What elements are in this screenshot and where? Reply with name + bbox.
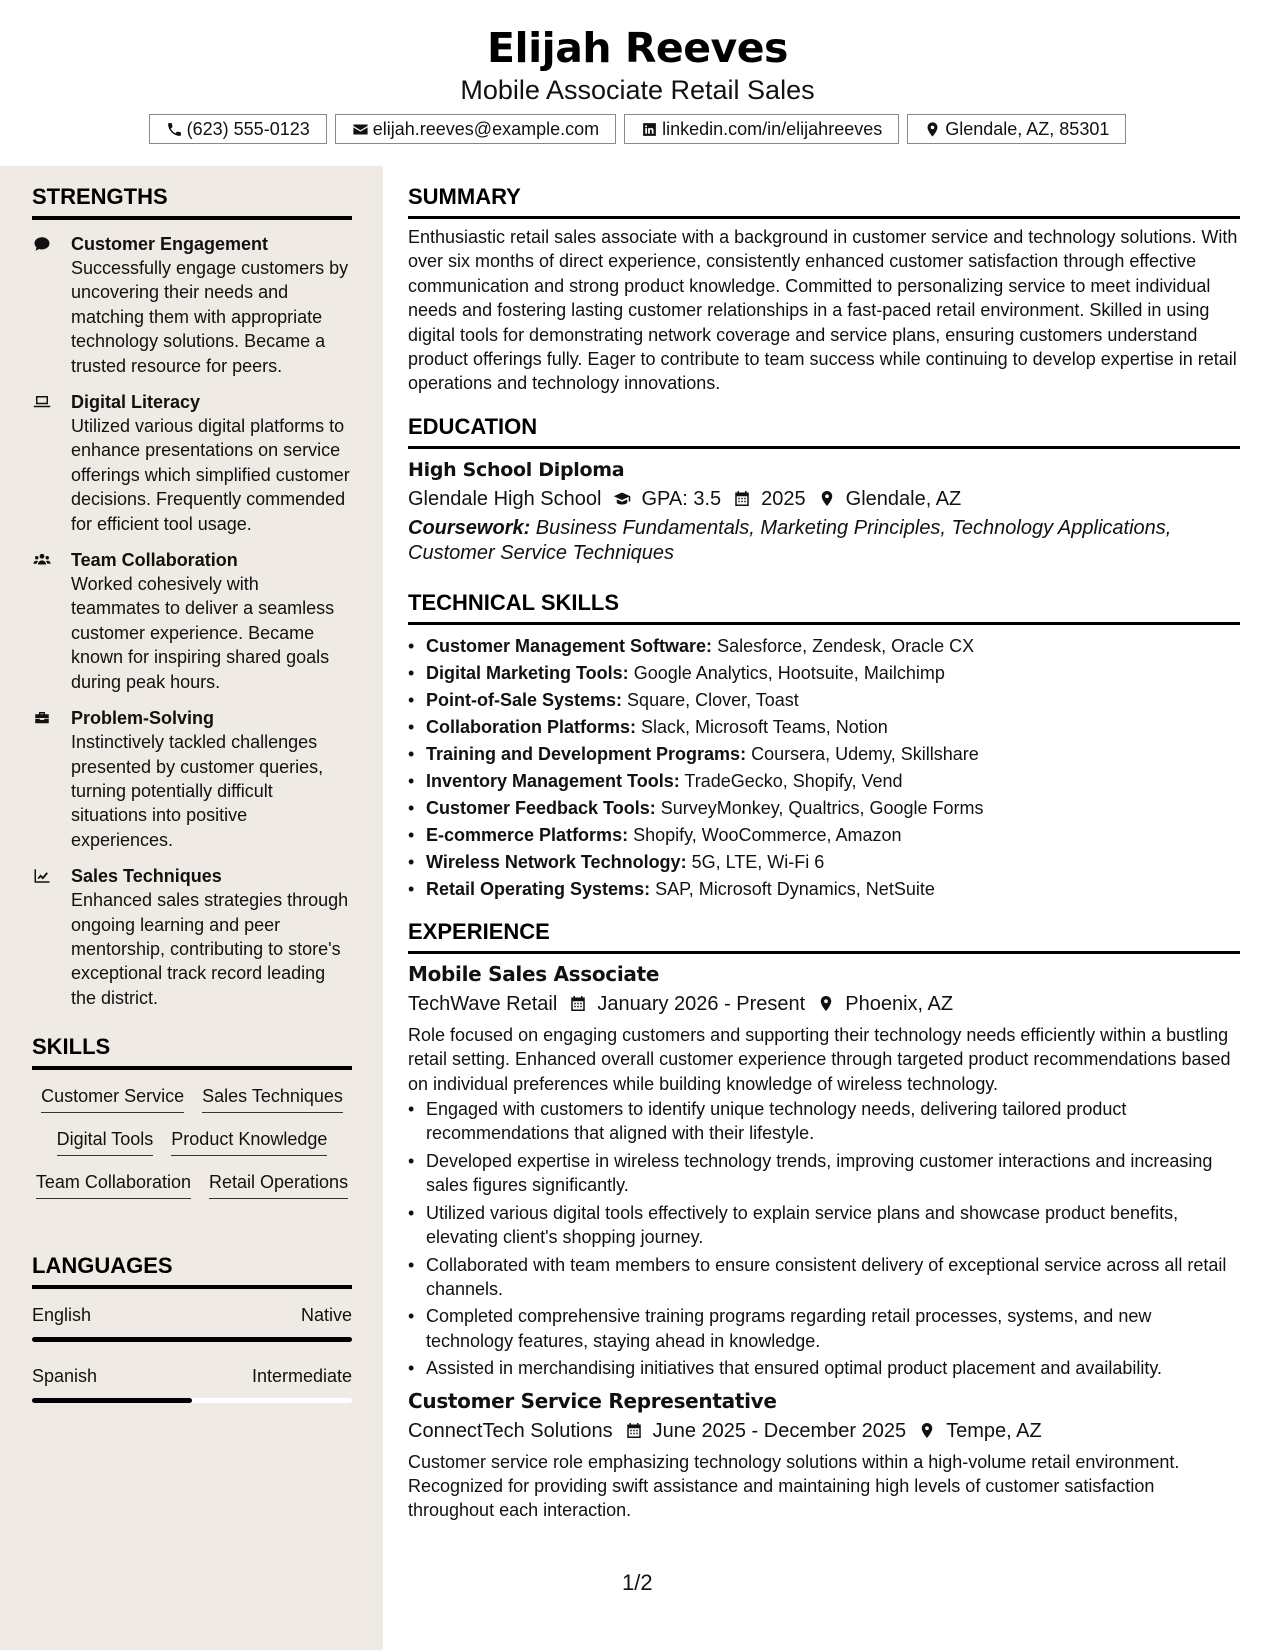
job-entry <box>408 1386 1240 1523</box>
skill-tag: Retail Operations <box>209 1170 348 1199</box>
skills-section <box>32 1034 352 1199</box>
summary-heading: SUMMARY <box>408 184 1240 219</box>
job-bullet: • Collaborated with team members to ensure consistent delivery of exceptional service across all retail channels. <box>408 1253 1240 1302</box>
language-proficiency-fill <box>32 1337 352 1342</box>
coursework-label: Coursework: <box>408 516 531 539</box>
skill-tag: Sales Techniques <box>202 1084 343 1113</box>
calendar-icon <box>733 489 751 508</box>
strength-title: Digital Literacy <box>71 392 201 413</box>
technical-skill-item: • Collaboration Platforms: Slack, Microsoft Teams, Notion <box>408 714 1240 741</box>
strengths-heading: STRENGTHS <box>32 184 352 220</box>
job-dates: June 2025 - December 2025 <box>652 1419 907 1442</box>
envelope-icon <box>352 121 369 138</box>
strength-item <box>32 232 352 378</box>
job-bullet: • Assisted in merchandising initiatives that ensured optimal product placement and availability. <box>408 1356 1240 1380</box>
contact-phone[interactable] <box>149 114 327 144</box>
users-icon <box>32 551 52 569</box>
technical-skills-list <box>408 633 1240 903</box>
strength-item <box>32 864 352 1010</box>
education-heading: EDUCATION <box>408 414 1240 449</box>
strength-description: Instinctively tackled challenges presented by customer queries, turning potentially difficult situations into positive experiences. <box>71 732 324 850</box>
phone-icon <box>166 121 183 138</box>
linkedin-icon <box>641 121 658 138</box>
job-bullets <box>408 1097 1240 1380</box>
education-coursework <box>408 516 1240 566</box>
job-entry <box>408 959 1240 1381</box>
technical-skill-item: • Inventory Management Tools: TradeGecko, Shopify, Vend <box>408 768 1240 795</box>
chart-line-icon <box>32 867 52 885</box>
skill-tag: Customer Service <box>41 1084 184 1113</box>
technical-skill-item: • Customer Feedback Tools: SurveyMonkey, Qualtrics, Google Forms <box>408 795 1240 822</box>
strength-title: Problem-Solving <box>71 708 215 729</box>
strength-description: Worked cohesively with teammates to deliver a seamless customer experience. Became known for inspiring shared goals during peak hours. <box>71 574 335 692</box>
languages-section <box>32 1253 352 1403</box>
job-description: Role focused on engaging customers and supporting their technology needs efficiently within a bustling retail setting. Enhanced overall customer experience through targeted product recommendations based on individual preferences while building knowledge of wireless technology. <box>408 1024 1231 1094</box>
page-number: 1/2 <box>622 1570 653 1595</box>
strength-item <box>32 548 352 694</box>
strength-description: Enhanced sales strategies through ongoing learning and peer mentorship, contributing to store's exceptional track record leading the district. <box>71 890 349 1008</box>
candidate-title: Mobile Associate Retail Sales <box>460 75 815 105</box>
skills-heading: SKILLS <box>32 1034 352 1070</box>
technical-skills-section <box>408 590 1240 903</box>
language-proficiency-bar <box>32 1398 352 1403</box>
job-title: Customer Service Representative <box>408 1388 777 1413</box>
language-item <box>32 1303 352 1342</box>
strength-title: Sales Techniques <box>71 866 222 887</box>
graduation-cap-icon <box>613 489 631 508</box>
technical-skill-item: • Digital Marketing Tools: Google Analytics, Hootsuite, Mailchimp <box>408 660 1240 687</box>
contact-location <box>907 114 1126 144</box>
technical-skill-item: • Retail Operating Systems: SAP, Microsoft Dynamics, NetSuite <box>408 876 1240 903</box>
strength-title: Customer Engagement <box>71 234 269 254</box>
job-title: Mobile Sales Associate <box>408 961 660 986</box>
language-proficiency-fill <box>32 1398 192 1403</box>
technical-skills-heading: TECHNICAL SKILLS <box>408 590 1240 625</box>
job-location: Phoenix, AZ <box>845 992 954 1015</box>
map-pin-icon <box>924 121 941 138</box>
job-meta <box>408 1416 1240 1446</box>
education-meta <box>408 484 1240 514</box>
strength-description: Utilized various digital platforms to enhance presentations on service offerings which simplified customer decisions. Frequently commended for efficient tool usage. <box>71 416 350 534</box>
skill-tag: Team Collaboration <box>36 1170 191 1199</box>
summary-text: Enthusiastic retail sales associate with a background in customer service and technology solutions. With over six months of direct experience, consistently enhanced customer satisfaction through effective communication and strong product knowledge. Committed to personalizing service to meet individual needs and fostering lasting customer relationships in a fast-paced retail environment. Skilled in using digital tools for demonstrating network coverage and service plans, ensuring customers understand product offerings fully. Eager to contribute to team success while continuing to develop expertise in retail operations and technology innovations. <box>408 227 1238 394</box>
resume-header <box>0 22 1275 144</box>
map-pin-icon <box>918 1421 936 1440</box>
job-meta <box>408 989 1240 1019</box>
education-location: Glendale, AZ <box>845 487 962 510</box>
strength-item <box>32 706 352 852</box>
job-company: TechWave Retail <box>408 992 558 1015</box>
contact-location-text: Glendale, AZ, 85301 <box>945 118 1110 139</box>
main-content <box>408 184 1240 1523</box>
language-level: Native <box>300 1305 352 1326</box>
contact-bar <box>0 114 1275 144</box>
education-section <box>408 414 1240 566</box>
job-location: Tempe, AZ <box>946 1419 1042 1442</box>
chat-icon <box>32 235 52 253</box>
language-level: Intermediate <box>251 1366 352 1387</box>
skill-tag: Digital Tools <box>57 1127 154 1156</box>
coursework-list: Business Fundamentals, Marketing Principles, Technology Applications, Customer Service Techniques <box>408 516 1172 564</box>
map-pin-icon <box>817 994 835 1013</box>
technical-skill-item: • E-commerce Platforms: Shopify, WooCommerce, Amazon <box>408 822 1240 849</box>
language-item <box>32 1364 352 1403</box>
language-name: English <box>32 1305 92 1326</box>
languages-heading: LANGUAGES <box>32 1253 352 1289</box>
job-bullet: • Developed expertise in wireless technology trends, improving customer interactions and increasing sales figures significantly. <box>408 1149 1240 1198</box>
job-company: ConnectTech Solutions <box>408 1419 613 1442</box>
job-dates: January 2026 - Present <box>597 992 806 1015</box>
education-gpa: GPA: 3.5 <box>641 487 722 510</box>
skill-tags <box>32 1084 352 1199</box>
experience-section <box>408 919 1240 1523</box>
job-bullet: • Completed comprehensive training programs regarding retail processes, systems, and new technology features, staying ahead in knowledge. <box>408 1304 1240 1353</box>
job-bullet: • Engaged with customers to identify unique technology needs, delivering tailored product recommendations that aligned with their lifestyle. <box>408 1097 1240 1146</box>
toolbox-icon <box>32 709 52 727</box>
contact-linkedin[interactable] <box>624 114 899 144</box>
skill-tag: Product Knowledge <box>171 1127 327 1156</box>
job-description: Customer service role emphasizing technology solutions within a high-volume retail environment. Recognized for providing swift assistance and maintaining high levels of customer satisfaction throughout each interaction. <box>408 1451 1180 1521</box>
technical-skill-item: • Wireless Network Technology: 5G, LTE, Wi-Fi 6 <box>408 849 1240 876</box>
laptop-icon <box>32 393 52 411</box>
technical-skill-item: • Training and Development Programs: Coursera, Udemy, Skillshare <box>408 741 1240 768</box>
contact-phone-text: (623) 555-0123 <box>186 118 310 139</box>
experience-heading: EXPERIENCE <box>408 919 1240 954</box>
language-name: Spanish <box>32 1366 98 1387</box>
contact-email-text: elijah.reeves@example.com <box>372 118 600 139</box>
language-proficiency-bar <box>32 1337 352 1342</box>
technical-skill-item: • Point-of-Sale Systems: Square, Clover, Toast <box>408 687 1240 714</box>
education-year: 2025 <box>761 487 806 510</box>
contact-email[interactable] <box>335 114 616 144</box>
strength-item <box>32 390 352 536</box>
education-school: Glendale High School <box>408 487 602 510</box>
calendar-icon <box>569 994 587 1013</box>
map-pin-icon <box>818 489 836 508</box>
education-degree: High School Diploma <box>408 458 625 481</box>
job-bullet: • Utilized various digital tools effectively to explain service plans and showcase product benefits, elevating client's shopping journey. <box>408 1201 1240 1250</box>
candidate-name: Elijah Reeves <box>487 24 788 72</box>
strength-description: Successfully engage customers by uncovering their needs and matching them with appropriate technology solutions. Became a trusted resource for peers. <box>71 258 349 376</box>
contact-linkedin-text: linkedin.com/in/elijahreeves <box>662 118 883 139</box>
technical-skill-item: • Customer Management Software: Salesforce, Zendesk, Oracle CX <box>408 633 1240 660</box>
sidebar <box>32 184 352 1403</box>
strength-title: Team Collaboration <box>71 550 238 571</box>
calendar-icon <box>625 1421 643 1440</box>
